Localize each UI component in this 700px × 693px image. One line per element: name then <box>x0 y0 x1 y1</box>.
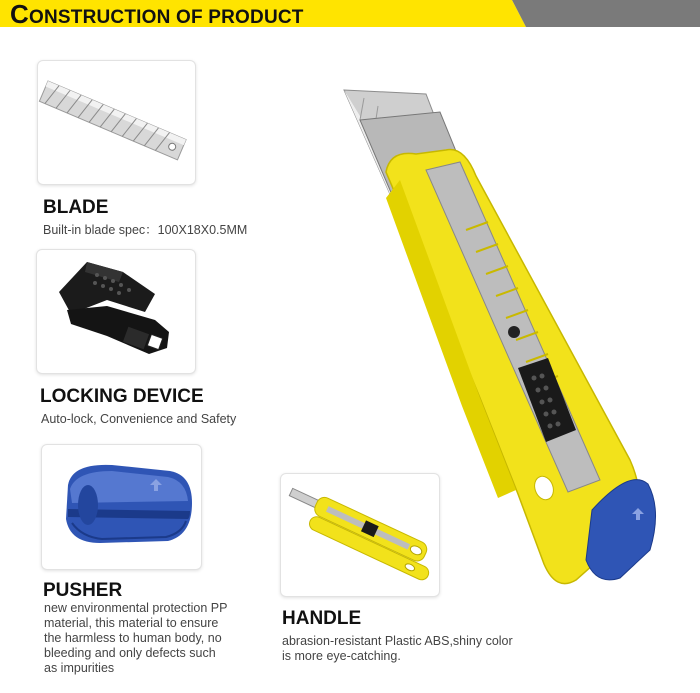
page-title: CONSTRUCTION OF PRODUCT <box>10 0 304 29</box>
pusher-description-line: new environmental protection PP <box>44 601 228 615</box>
locking-device-image <box>37 250 195 373</box>
locking-device-image-card <box>36 249 196 374</box>
blade-image-card <box>37 60 196 185</box>
pusher-image-card <box>41 444 202 570</box>
pusher-description-line: the harmless to human body, no <box>44 631 222 645</box>
handle-description-line: abrasion-resistant Plastic ABS,shiny color <box>282 634 513 648</box>
utility-knife-image <box>330 80 670 590</box>
locking-device-description: Auto-lock, Convenience and Safety <box>41 412 237 426</box>
handle-description <box>282 634 513 664</box>
pusher-description-line: material, this material to ensure <box>44 616 219 630</box>
blade-image <box>38 61 195 184</box>
utility-knife-illustration <box>330 80 670 590</box>
locking-device-title: LOCKING DEVICE <box>40 386 204 407</box>
blade-title: BLADE <box>43 197 109 218</box>
pusher-description-line: as impurities <box>44 661 115 675</box>
handle-description-line: is more eye-catching. <box>282 649 401 663</box>
handle-title: HANDLE <box>282 608 362 629</box>
pusher-description <box>44 601 227 676</box>
header-banner <box>0 0 700 27</box>
pusher-description-line: bleeding and only defects such <box>44 646 216 660</box>
pusher-image <box>42 445 201 569</box>
pusher-title: PUSHER <box>43 580 123 601</box>
blade-description: Built-in blade spec：100X18X0.5MM <box>43 223 248 237</box>
